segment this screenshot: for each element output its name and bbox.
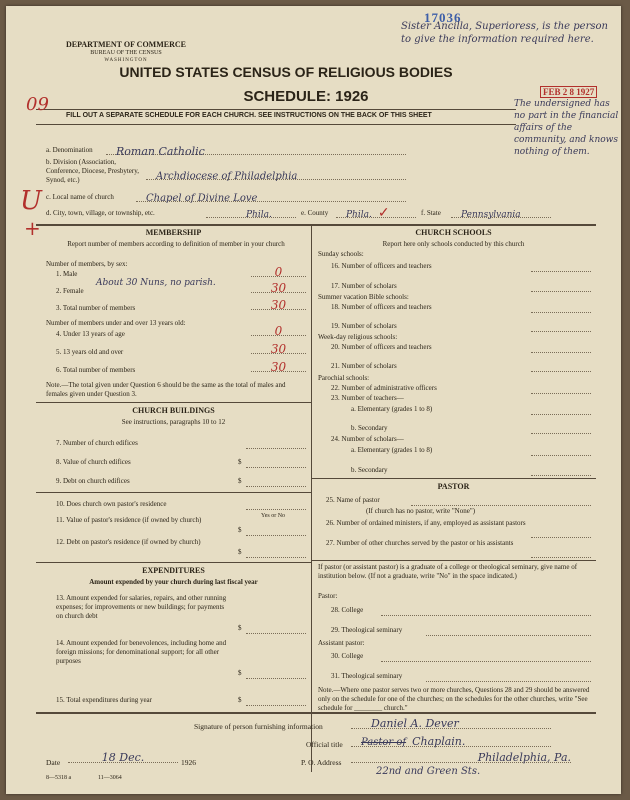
q1-value: 0 xyxy=(274,265,283,279)
q22-field[interactable] xyxy=(531,381,591,394)
q31-label: 31. Theological seminary xyxy=(331,672,403,680)
q24a-field[interactable] xyxy=(531,443,591,456)
q12-field[interactable] xyxy=(246,545,306,558)
right-margin-note: The undersigned has no part in the financial affairs of the community, and knows nothing of them. xyxy=(514,99,619,157)
buildings-heading: CHURCH BUILDINGS xyxy=(132,406,215,415)
bureau-city: WASHINGTON xyxy=(104,58,148,63)
city-label: d. City, town, village, or township, etc. xyxy=(46,209,155,217)
q5-label: 5. 13 years old and over xyxy=(56,348,124,356)
q3-field[interactable] xyxy=(251,296,306,310)
po-address-value-1: Philadelphia, Pa. xyxy=(477,751,571,764)
q30-field[interactable] xyxy=(381,649,591,662)
po-address-label: P. O. Address xyxy=(301,758,342,767)
q9-label: 9. Debt on church edifices xyxy=(56,477,130,485)
q15-field[interactable] xyxy=(246,693,306,706)
yes-no-hint: Yes or No xyxy=(261,513,286,519)
buildings-subheading: See instructions, paragraphs 10 to 12 xyxy=(121,418,226,426)
q15-dollar: $ xyxy=(238,696,242,704)
city-value: Phila. xyxy=(246,210,272,220)
q11-field[interactable] xyxy=(246,523,306,536)
q8-label: 8. Value of church edifices xyxy=(56,458,131,466)
q27-field[interactable] xyxy=(531,545,591,558)
q23b-field[interactable] xyxy=(531,421,591,434)
denomination-field[interactable] xyxy=(106,142,406,158)
q6-label: 6. Total number of members xyxy=(56,366,136,374)
q4-label: 4. Under 13 years of age xyxy=(56,330,125,338)
schools-intro: Report here only schools conducted by this church xyxy=(382,240,525,248)
q12-dollar: $ xyxy=(238,548,242,556)
q24a-label: a. Elementary (grades 1 to 8) xyxy=(351,446,433,454)
q2-field[interactable] xyxy=(251,279,306,293)
membership-intro: Report number of members according to definition of member in your church xyxy=(67,240,285,248)
state-label: f. State xyxy=(421,209,441,217)
by-age-label: Number of members under and over 13 years old: xyxy=(46,319,186,327)
date-value: 18 Dec. xyxy=(101,751,145,764)
city-field[interactable] xyxy=(206,204,296,218)
q19-label: 19. Number of scholars xyxy=(331,322,397,330)
q23a-field[interactable] xyxy=(531,402,591,415)
q18-field[interactable] xyxy=(531,300,591,313)
summer-schools-label: Summer vacation Bible schools: xyxy=(318,293,409,301)
q10-field[interactable] xyxy=(246,497,306,510)
division-field[interactable] xyxy=(146,166,406,180)
denomination-value: Roman Catholic xyxy=(116,145,205,158)
church-name-value: Chapel of Divine Love xyxy=(146,193,258,204)
q14-dollar: $ xyxy=(238,669,242,677)
schools-heading: CHURCH SCHOOLS xyxy=(415,228,492,237)
state-value: Pennsylvania xyxy=(461,210,521,220)
q24-label: 24. Number of scholars— xyxy=(331,435,404,443)
form-title: UNITED STATES CENSUS OF RELIGIOUS BODIES xyxy=(119,64,453,80)
q17-field[interactable] xyxy=(531,279,591,292)
q14-label: 14. Amount expended for benevolences, including home and foreign missions; for denominational support; for all other purposes xyxy=(56,639,227,665)
q13-field[interactable] xyxy=(246,621,306,634)
q30-label: 30. College xyxy=(331,652,364,660)
weekday-schools-label: Week-day religious schools: xyxy=(318,333,398,341)
q4-value: 0 xyxy=(274,324,283,338)
q3-label: 3. Total number of members xyxy=(56,304,136,312)
q10-label: 10. Does church own pastor's residence xyxy=(56,500,167,508)
q26-field[interactable] xyxy=(531,525,591,538)
q27-label: 27. Number of other churches served by the pastor or his assistants xyxy=(326,539,514,547)
q6-field[interactable] xyxy=(251,358,306,372)
church-name-field[interactable] xyxy=(136,188,406,202)
q19-field[interactable] xyxy=(531,319,591,332)
serial-number-stamp: 17036 xyxy=(424,10,462,25)
q29-label: 29. Theological seminary xyxy=(331,626,403,634)
received-date-stamp: FEB 2 8 1927 xyxy=(540,86,597,98)
date-field[interactable] xyxy=(68,748,178,763)
q1-field[interactable] xyxy=(251,263,306,277)
q11-dollar: $ xyxy=(238,526,242,534)
schedule-title: SCHEDULE: 1926 xyxy=(243,88,369,105)
department-name: DEPARTMENT OF COMMERCE xyxy=(65,40,186,49)
expenditures-heading: EXPENDITURES xyxy=(142,566,205,575)
membership-note: Note.—The total given under Question 6 should be the same as the total of males and females given under Question 3. xyxy=(46,381,286,398)
q21-label: 21. Number of scholars xyxy=(331,362,397,370)
q11-label: 11. Value of pastor's residence (if owned by church) xyxy=(56,516,202,524)
q23-label: 23. Number of teachers— xyxy=(331,394,404,402)
division-value: Archdiocese of Philadelphia xyxy=(156,171,298,182)
q3-value: 30 xyxy=(270,298,287,312)
church-name-label: c. Local name of church xyxy=(46,193,114,201)
q6-value: 30 xyxy=(270,360,287,374)
q29-field[interactable] xyxy=(426,623,591,636)
membership-heading: MEMBERSHIP xyxy=(145,228,202,237)
q5-field[interactable] xyxy=(251,340,306,354)
state-field[interactable] xyxy=(451,204,551,218)
county-field[interactable]: Phila. ✓ xyxy=(336,204,416,218)
q23b-label: b. Secondary xyxy=(351,424,388,432)
sunday-schools-label: Sunday schools: xyxy=(318,250,364,258)
q16-field[interactable] xyxy=(531,259,591,272)
date-year: 1926 xyxy=(181,758,196,767)
q7-label: 7. Number of church edifices xyxy=(56,439,138,447)
q17-label: 17. Number of scholars xyxy=(331,282,397,290)
form-number: 8—5318 a xyxy=(46,775,72,781)
q25-hint: (If church has no pastor, write "None") xyxy=(366,507,476,515)
q1-label: 1. Male xyxy=(56,270,78,278)
census-schedule-sheet xyxy=(6,6,621,794)
q13-label: 13. Amount expended for salaries, repairs, and other running expenses; for improvements or new buildings; for payments on church debt xyxy=(56,594,227,620)
q13-dollar: $ xyxy=(238,624,242,632)
bureau-name: BUREAU OF THE CENSUS xyxy=(90,50,162,56)
q18-label: 18. Number of officers and teachers xyxy=(331,303,432,311)
q2-note: About 30 Nuns, no parish. xyxy=(96,278,216,288)
signature-value: Daniel A. Dever xyxy=(371,717,459,730)
q26-label: 26. Number of ordained ministers, if any, employed as assistant pastors xyxy=(326,519,526,527)
expenditures-subheading: Amount expended by your church during last fiscal year xyxy=(89,578,258,586)
q4-field[interactable] xyxy=(251,322,306,336)
assistant-education-label: Assistant pastor: xyxy=(318,639,365,647)
po-address-field[interactable] xyxy=(351,748,571,763)
q9-dollar: $ xyxy=(238,477,242,485)
q24b-label: b. Secondary xyxy=(351,466,388,474)
q28-field[interactable] xyxy=(381,603,591,616)
q14-field[interactable] xyxy=(246,666,306,679)
q31-field[interactable] xyxy=(426,669,591,682)
red-margin-plus: + xyxy=(24,216,41,240)
graduate-instructions: If pastor (or assistant pastor) is a graduate of a college or theological seminary, give name of institution below. (If not a graduate, write "No" in the space indicated.) xyxy=(318,563,578,580)
date-label: Date xyxy=(46,758,61,767)
q12-label: 12. Debt on pastor's residence (if owned by church) xyxy=(56,538,201,546)
division-label: b. Division (Association, Conference, Diocese, Presbytery, Synod, etc.) xyxy=(46,158,140,184)
pastor-note: Note.—Where one pastor serves two or more churches, Questions 28 and 29 should be answered only on the schedule for one of the churches; on the schedules for the other churches, write "See schedule for ________ church." xyxy=(318,686,590,712)
q7-field[interactable] xyxy=(246,436,306,449)
q2-value: 30 xyxy=(270,281,287,295)
q8-dollar: $ xyxy=(238,458,242,466)
official-title-field[interactable] xyxy=(351,732,551,747)
q25-label: 25. Name of pastor xyxy=(326,496,380,504)
official-title-struck: Pastor of xyxy=(361,737,407,748)
pastor-heading: PASTOR xyxy=(437,482,470,491)
q22-label: 22. Number of administrative officers xyxy=(331,384,437,392)
q16-label: 16. Number of officers and teachers xyxy=(331,262,432,270)
q9-field[interactable] xyxy=(246,474,306,487)
q5-value: 30 xyxy=(270,342,287,356)
parochial-schools-label: Parochial schools: xyxy=(318,374,370,382)
q21-field[interactable] xyxy=(531,359,591,372)
instructions-line: FILL OUT A SEPARATE SCHEDULE FOR EACH CHURCH. SEE INSTRUCTIONS ON THE BACK OF THIS SHEET xyxy=(66,112,432,119)
q20-label: 20. Number of officers and teachers xyxy=(331,343,432,351)
official-title-label: Official title xyxy=(306,740,343,749)
red-margin-letter: U xyxy=(20,186,42,216)
po-address-value-2: 22nd and Green Sts. xyxy=(376,766,481,777)
county-value: Phila. xyxy=(346,210,372,220)
pastor-education-label: Pastor: xyxy=(318,592,338,600)
official-title-value: Chaplain. xyxy=(412,735,466,748)
top-margin-note: Sister Ancilla, Superioress, is the person to give the information required here. xyxy=(401,21,608,45)
by-sex-label: Number of members, by sex: xyxy=(46,260,128,268)
denomination-label: a. Denomination xyxy=(46,146,93,154)
signature-field[interactable] xyxy=(351,714,551,729)
q28-label: 28. College xyxy=(331,606,364,614)
q2-label: 2. Female xyxy=(56,287,84,295)
print-number: 11—3064 xyxy=(98,775,122,781)
q15-label: 15. Total expenditures during year xyxy=(56,696,152,704)
q24b-field[interactable] xyxy=(531,463,591,476)
signature-label: Signature of person furnishing information xyxy=(194,722,323,731)
q20-field[interactable] xyxy=(531,340,591,353)
q8-field[interactable] xyxy=(246,455,306,468)
county-label: e. County xyxy=(301,209,329,217)
red-margin-number: 09 xyxy=(26,94,49,115)
q25-field[interactable] xyxy=(411,493,591,506)
q23a-label: a. Elementary (grades 1 to 8) xyxy=(351,405,433,413)
